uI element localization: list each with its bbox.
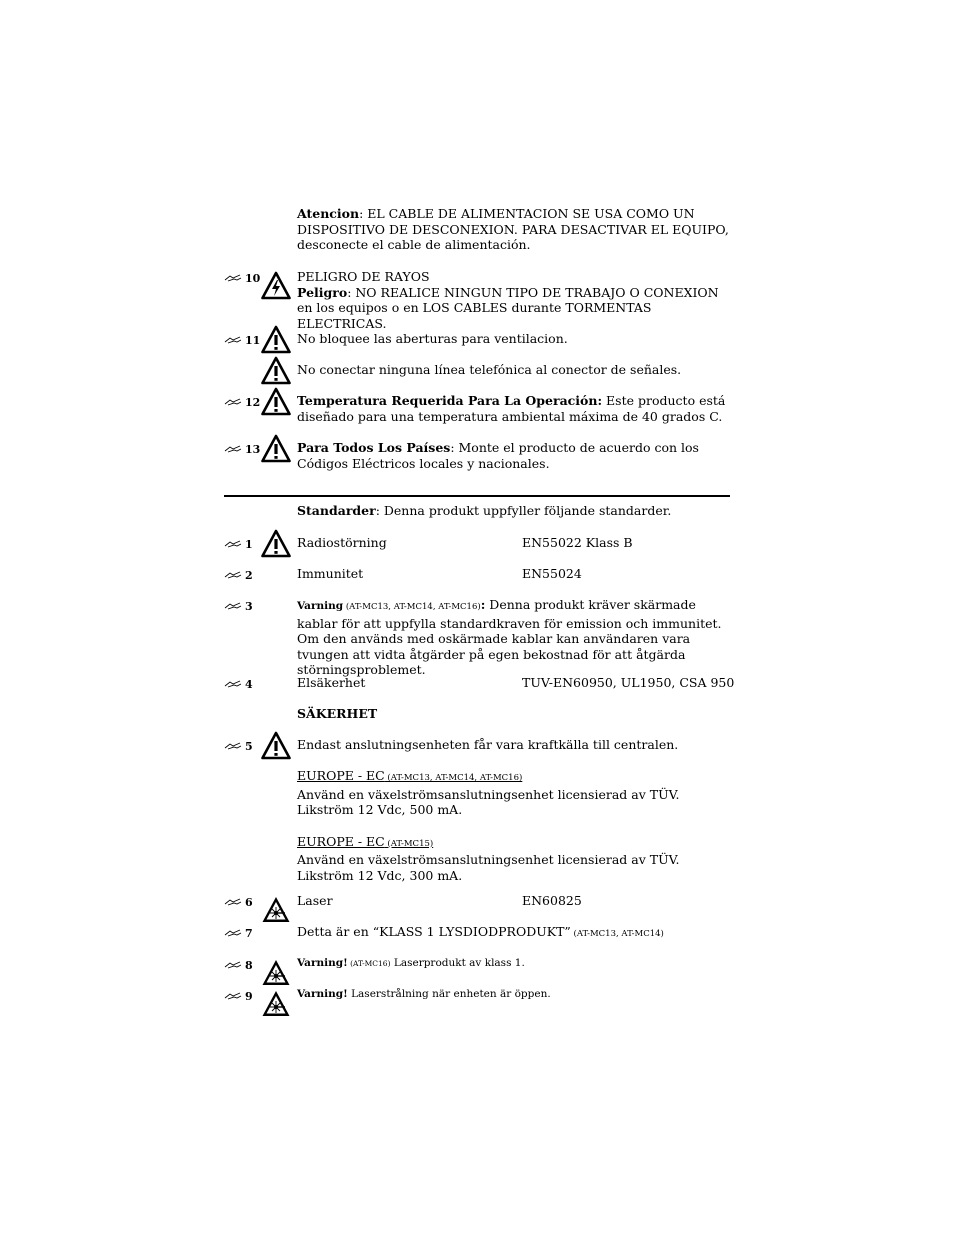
pointing-hand-icon [224,928,242,938]
sakerhet-heading: SÄKERHET [297,706,378,721]
warning-icon [261,731,291,761]
warning-icon [261,387,291,417]
pointing-hand-icon [224,397,242,407]
atencion-text: Atencion: EL CABLE DE ALIMENTACION SE USA COMO UN DISPOSITIVO DE DESCONEXION. PARA DESACTIVAR EL EQUIPO, desconecte el cable de alimentación. [297,206,729,253]
pointing-hand-icon [224,570,242,580]
item-4-marker: 4 [224,675,253,693]
warning-icon [261,529,291,559]
item-2-name: Immunitet [297,566,364,581]
peligro-de-rayos-heading: PELIGRO DE RAYOS [297,269,430,284]
pointing-hand-icon [224,991,242,1001]
pointing-hand-icon [224,897,242,907]
pointing-hand-icon [224,335,242,345]
item-5-marker: 5 [224,737,253,755]
pointing-hand-icon [224,444,242,454]
item-10-text: PELIGRO DE RAYOS Peligro: NO REALICE NINGUN TIPO DE TRABAJO O CONEXION en los equipos o en LOS CABLES durante TORMENTAS ELECTRICAS. [297,269,719,331]
item-1-marker: 1 [224,535,253,553]
item-13-marker: 13 [224,440,260,458]
item-11b-text: No conectar ninguna línea telefónica al conector de señales. [297,362,682,377]
pointing-hand-icon [224,273,242,283]
item-12-text: Temperatura Requerida Para La Operación: Este producto está diseñado para una temperatura ambiental máxima de 40 grados C. [297,393,726,424]
item-7-text: Detta är en “KLASS 1 LYSDIODPRODUKT” (AT-MC13, AT-MC14) [297,924,664,939]
pointing-hand-icon [224,679,242,689]
warning-icon [261,325,291,355]
europe-ec-heading-1: EUROPE - EC (AT-MC13, AT-MC14, AT-MC16) [297,768,523,784]
item-9-marker: 9 [224,987,253,1005]
item-12-marker: 12 [224,393,260,411]
item-1-value: EN55022 Klass B [522,535,633,550]
item-10-marker: 10 [224,269,260,287]
europe-ec-heading-2: EUROPE - EC (AT-MC15) [297,833,434,849]
atencion-label: Atencion [297,206,360,221]
item-7-marker: 7 [224,924,253,942]
item-5-text: Endast anslutningsenheten får vara kraftkälla till centralen. EUROPE - EC (AT-MC13, AT-MC14, AT-MC16) Använd en växelströmsanslutningsenhet licensierad av TÜV. Likström 12 Vdc, 500 mA. EUROPE - EC (AT-MC15) Använd en växelströmsanslutningsenhet licensierad av TÜV. Likström 12 Vdc, 300 mA. [297,737,680,883]
lightning-warning-icon [261,271,291,301]
warning-icon [261,356,291,386]
item-13-text: Para Todos Los Países: Monte el producto de acuerdo con los Códigos Eléctricos locales y nacionales. [297,440,699,471]
section-divider [224,495,730,497]
item-11-marker: 11 [224,331,260,349]
item-11-text: No bloquee las aberturas para ventilacion. [297,331,568,346]
pointing-hand-icon [224,741,242,751]
warning-icon [261,434,291,464]
item-3-text: Varning (AT-MC13, AT-MC14, AT-MC16): Denna produkt kräver skärmade kablar för att uppfylla standardkraven för emission och immunitet. Om den används med oskärmade kablar kan användaren vara tvungen att vidta åtgärder på egen bekostnad för att åtgärda störningsproblemet. [297,597,722,678]
item-2-value: EN55024 [522,566,582,581]
item-4-value: TUV-EN60950, UL1950, CSA 950 [522,675,735,690]
item-6-marker: 6 [224,893,253,911]
item-2-marker: 2 [224,566,253,584]
item-3-marker: 3 [224,597,253,615]
item-9-text: Varning! Laserstrålning när enheten är öppen. [297,988,551,1000]
item-8-marker: 8 [224,956,253,974]
pointing-hand-icon [224,601,242,611]
pointing-hand-icon [224,539,242,549]
pointing-hand-icon [224,960,242,970]
standarder-text: Standarder: Denna produkt uppfyller följande standarder. [297,503,672,518]
item-4-name: Elsäkerhet [297,675,366,690]
laser-warning-icon [261,895,291,925]
item-6-value: EN60825 [522,893,582,908]
laser-warning-icon [261,958,291,988]
item-6-name: Laser [297,893,333,908]
laser-warning-icon [261,989,291,1019]
item-1-name: Radiostörning [297,535,387,550]
item-8-text: Varning! (AT-MC16) Laserprodukt av klass 1. [297,957,525,969]
